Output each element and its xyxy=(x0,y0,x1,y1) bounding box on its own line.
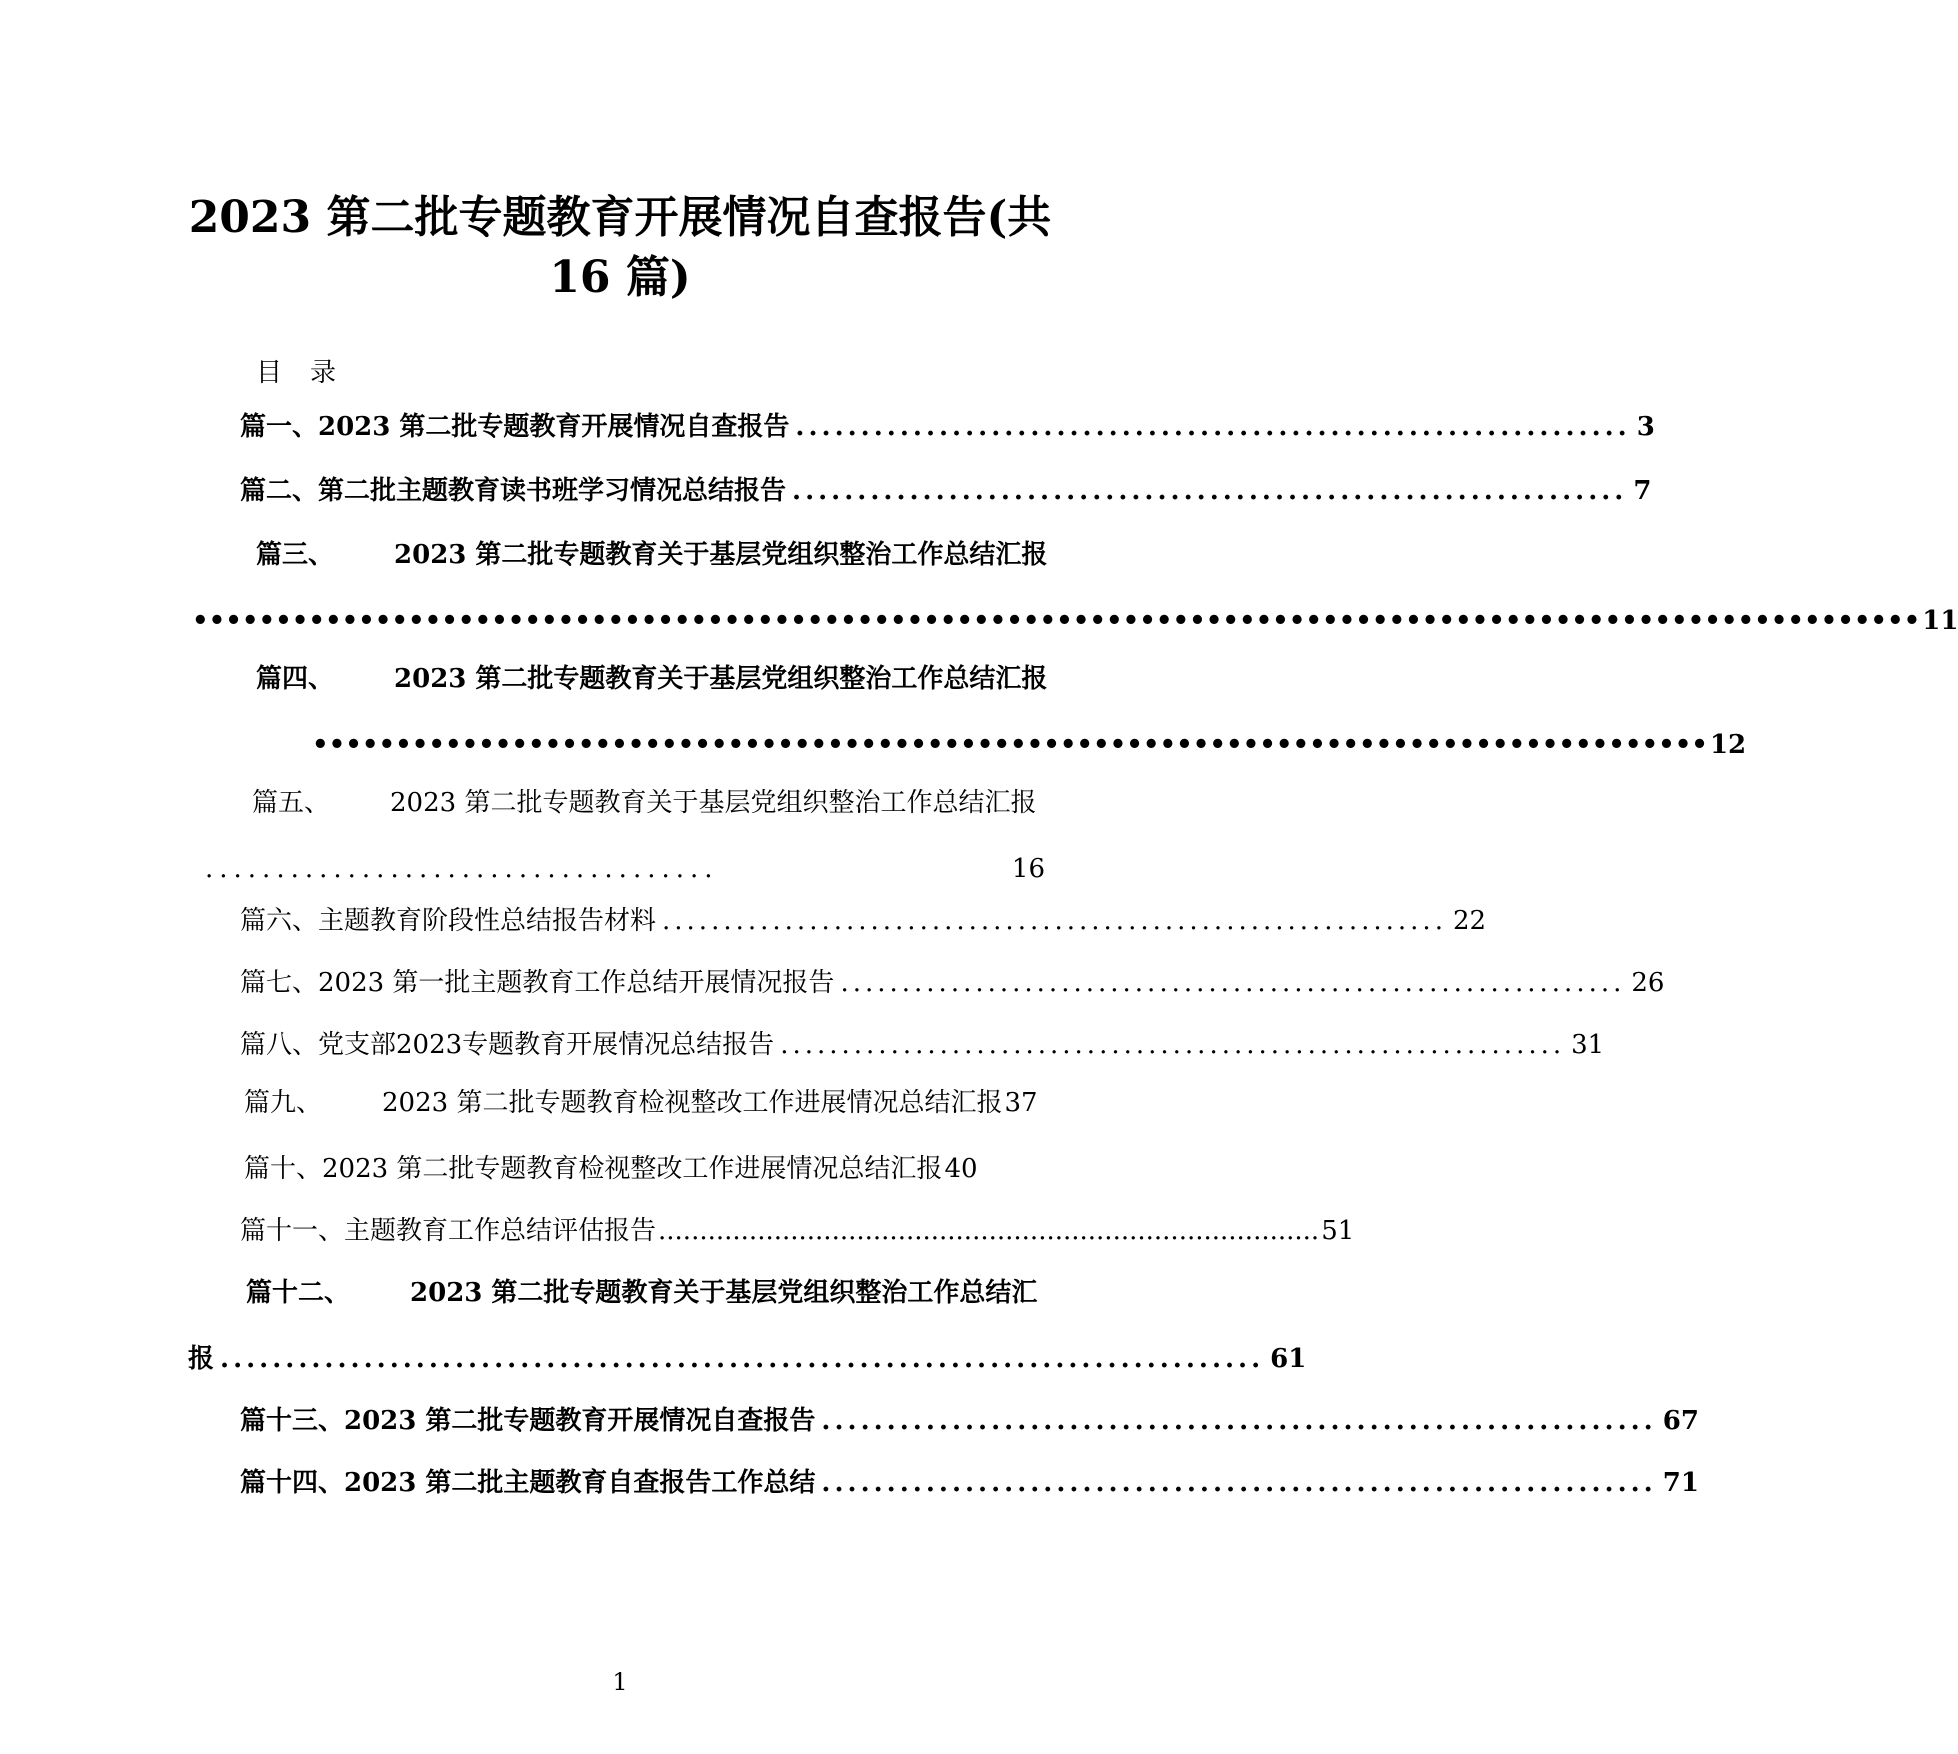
toc-entry-title: 党支部2023专题教育开展情况总结报告 xyxy=(318,1030,775,1060)
toc-leader-dots: •••••••••••••••••••••••••••••••••••••••••••••••••••••••••••••••••••••••••••••••••••• xyxy=(312,730,1708,760)
toc-entry-6[interactable] xyxy=(240,904,1487,938)
toc-entry-label: 篇六、主题教育阶段性总结报告材料 xyxy=(240,906,657,936)
toc-entry-label: 篇二、 xyxy=(240,476,319,506)
toc-entry-11[interactable] xyxy=(240,1214,1355,1248)
toc-leader-dots: ................................................................ xyxy=(821,1468,1657,1498)
document-title-line-1: 2023 第二批专题教育开展情况自查报告(共 xyxy=(188,192,1052,243)
toc-entry-13[interactable] xyxy=(240,1404,1699,1438)
page-number: 1 xyxy=(612,1668,628,1696)
toc-entry-title: 2023 第二批专题教育关于基层党组织整治工作总结汇报 xyxy=(394,664,1048,694)
toc-entry-9[interactable] xyxy=(244,1086,1054,1120)
toc-leader-dots: ................................................................ xyxy=(662,906,1447,936)
toc-leader-dots: ................................................................ xyxy=(792,476,1628,506)
toc-entry-title: 第二批主题教育读书班学习情况总结报告 xyxy=(318,476,787,506)
toc-page-number: 26 xyxy=(1631,968,1665,998)
toc-leader-dots: ................................................................ xyxy=(821,1406,1657,1436)
toc-leader-dots: ................................................................ xyxy=(780,1030,1566,1060)
toc-entry-12-continuation[interactable] xyxy=(188,1342,1307,1376)
toc-entry-label: 篇四、 xyxy=(256,664,335,694)
toc-page-number: 61 xyxy=(1270,1344,1307,1374)
toc-page-number: 67 xyxy=(1662,1406,1699,1436)
toc-entry-4-continuation[interactable] xyxy=(310,728,1747,762)
toc-entry-label: 篇十二、 xyxy=(246,1278,351,1308)
toc-leader-dots: •••••••••••••••••••••••••••••••••••••••••••••••••••••••••••••••••••••••••••••••••••••••••••••••••••••••• xyxy=(192,606,1921,636)
document-title-line-2: 16 篇) xyxy=(549,252,691,303)
toc-entry-5[interactable] xyxy=(252,786,1052,820)
toc-entry-2[interactable] xyxy=(240,474,1652,508)
toc-entry-5-continuation[interactable] xyxy=(205,852,1045,886)
toc-entry-1[interactable] xyxy=(240,410,1655,444)
toc-leader-dots: ................................................................................ xyxy=(220,1344,1265,1374)
toc-entry-label: 篇一、2023 第二批专题教育开展情况自查报告 xyxy=(240,412,790,442)
toc-page-number: 51 xyxy=(1321,1216,1355,1246)
toc-entry-8[interactable] xyxy=(240,1028,1605,1062)
toc-page-number: 16 xyxy=(1011,854,1045,884)
toc-page-number: 12 xyxy=(1709,730,1747,760)
toc-entry-12[interactable] xyxy=(246,1276,1046,1310)
toc-entry-3[interactable] xyxy=(256,538,1056,572)
toc-entry-title: 2023 第二批专题教育检视整改工作进展情况总结汇报 xyxy=(382,1088,1003,1118)
toc-page-number: 31 xyxy=(1571,1030,1605,1060)
toc-entry-label: 篇十三、2023 第二批专题教育开展情况自查报告 xyxy=(240,1406,816,1436)
toc-entry-label: 篇十四、2023 第二批主题教育自查报告工作总结 xyxy=(240,1468,816,1498)
toc-leader-dots: ................................................................ xyxy=(840,968,1626,998)
toc-entry-title: 2023 第二批专题教育关于基层党组织整治工作总结汇 xyxy=(410,1278,1038,1308)
toc-page-number: 7 xyxy=(1633,476,1652,506)
toc-entry-label: 篇十一、主题教育工作总结评估报告 xyxy=(240,1216,657,1246)
toc-entry-title: 2023 第二批专题教育关于基层党组织整治工作总结汇报 xyxy=(394,540,1048,570)
toc-leader-dots: ................................................................................ xyxy=(658,1216,1320,1246)
toc-entry-label: 篇八、 xyxy=(240,1030,319,1060)
toc-leader-dots: .................................... xyxy=(205,854,719,884)
toc-entry-4[interactable] xyxy=(256,662,1056,696)
toc-entry-3-continuation[interactable] xyxy=(190,604,1958,638)
toc-entry-label: 篇十、2023 第二批专题教育检视整改工作进展情况总结汇报 xyxy=(244,1154,943,1184)
toc-page-number: 71 xyxy=(1662,1468,1699,1498)
toc-entry-label: 篇九、 xyxy=(244,1088,323,1118)
toc-page-number: 40 xyxy=(944,1154,978,1184)
toc-entry-label: 报 xyxy=(188,1344,215,1374)
toc-leader-dots: ................................................................ xyxy=(795,412,1631,442)
toc-page-number: 3 xyxy=(1636,412,1655,442)
toc-page-number: 11 xyxy=(1922,606,1958,636)
toc-entry-label: 篇三、 xyxy=(256,540,335,570)
toc-entry-7[interactable] xyxy=(240,966,1665,1000)
toc-page-number: 37 xyxy=(1004,1088,1038,1118)
toc-entry-14[interactable] xyxy=(240,1466,1699,1500)
toc-entry-title: 2023 第二批专题教育关于基层党组织整治工作总结汇报 xyxy=(390,788,1037,818)
toc-entry-10[interactable] xyxy=(244,1152,1064,1186)
toc-entry-label: 篇五、 xyxy=(252,788,331,818)
toc-heading: 目录 xyxy=(256,358,365,388)
toc-page-number: 22 xyxy=(1452,906,1487,936)
toc-entry-label: 篇七、2023 第一批主题教育工作总结开展情况报告 xyxy=(240,968,835,998)
